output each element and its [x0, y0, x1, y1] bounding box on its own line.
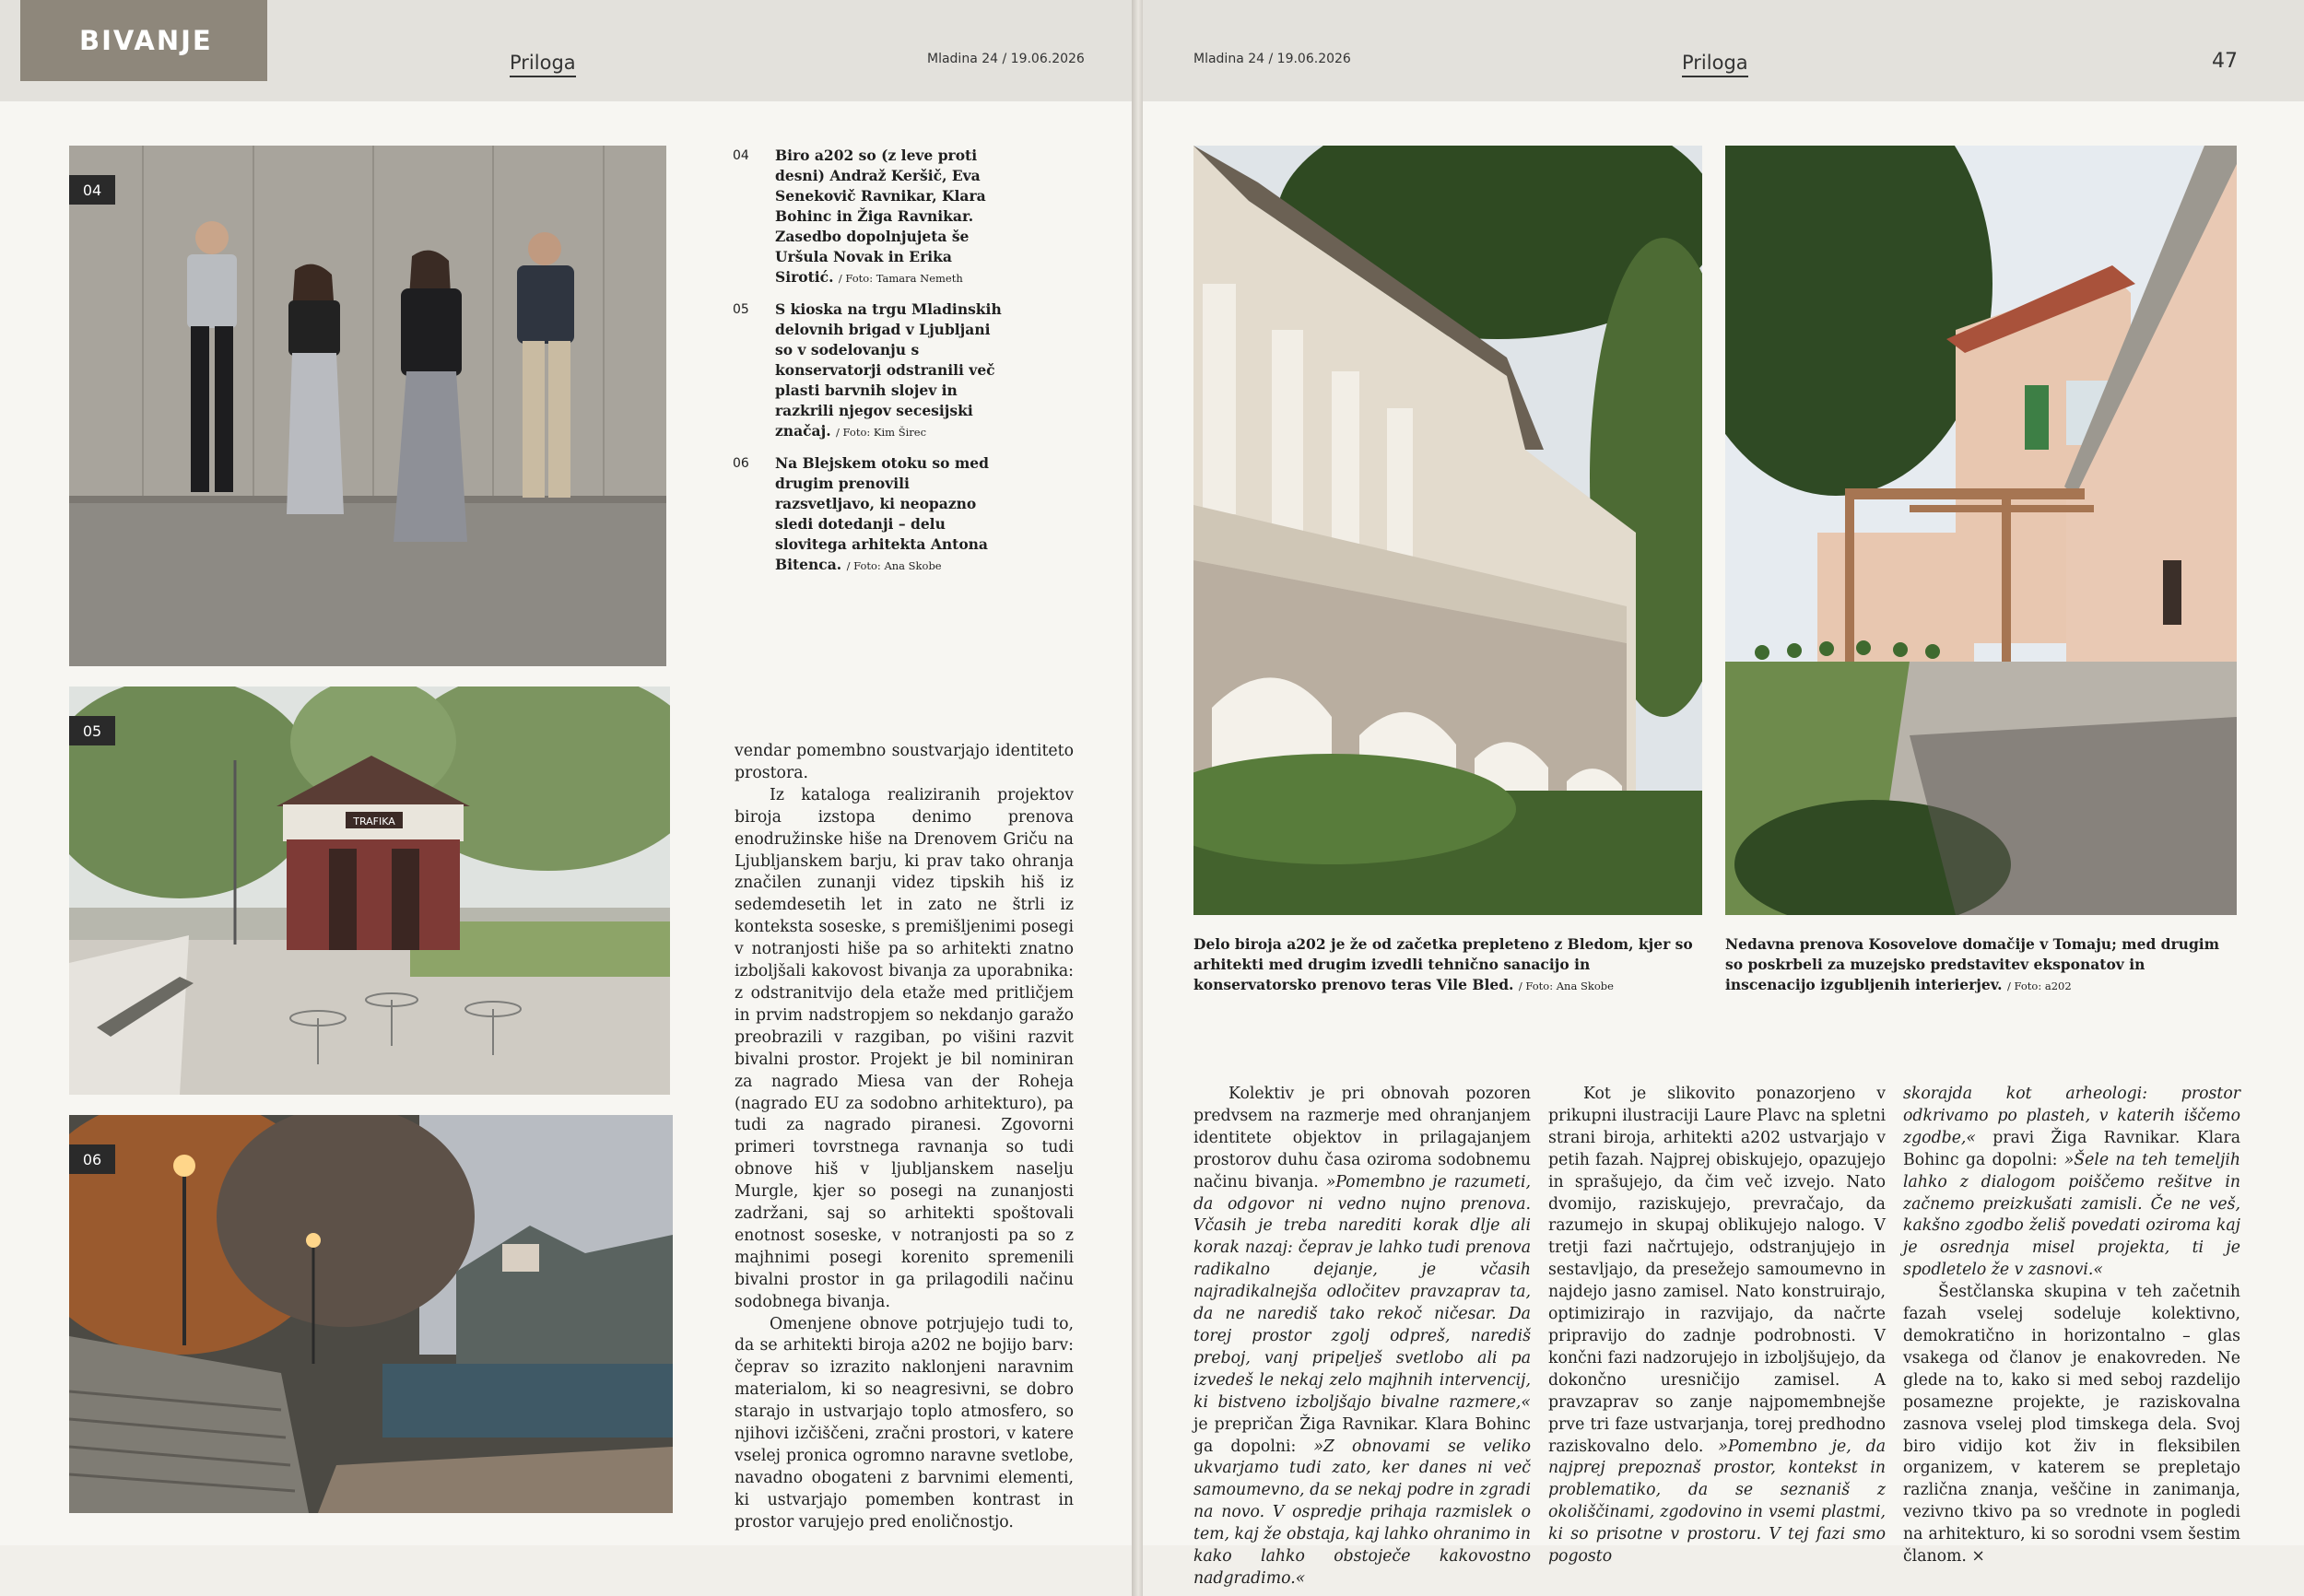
supplement-label-left: Priloga	[510, 52, 576, 77]
quote-text: »Pomembno je razumeti, da odgovor ni vedno nujno prenova. Včasih je treba narediti korak dlje ali korak nazaj: čeprav je lahko tudi prenova radikalno dejanje, je včasih najradikalnejša odločitev pravzaprav ta, da ne narediš tako rekoč ničesar. Da torej prostor zgolj odpreš, narediš preboj, vanj pripelješ svetlobo ali pa izvedeš le nekaj zelo majhnih intervencij, ki bistveno izboljšajo bivalne razmere,«	[1193, 1172, 1531, 1412]
left-page	[0, 0, 1135, 1596]
caption-num: 05	[733, 302, 749, 317]
body-paragraph: vendar pomembno soustvarjajo identiteto prostora.	[735, 742, 1074, 782]
photo-credit: / Foto: Ana Skobe	[846, 559, 942, 572]
right-body-column-1	[1193, 1084, 1531, 1590]
caption-text: Delo biroja a202 je že od začetka prepleteno z Bledom, kjer so arhitekti med drugim izvedli tehnično sanacijo in konservatorsko prenovo teras Vile Bled.	[1193, 935, 1693, 993]
photo-kosovel-house	[1725, 146, 2237, 915]
right-body-column-3	[1903, 1084, 2240, 1568]
body-paragraph: Šestčlanska skupina v teh začetnih fazah vselej sodeluje kolektivno, demokratično in horizontalno – glas vsakega od članov je enakovreden. Ne glede na to, kako si med seboj razdelijo posamezne projekte, je raziskovalna zasnova vselej plod timskega dela. Svoj biro vidijo kot živ in fleksibilen organizem, v katerem se prepletajo različna znanja, veščine in zanimanja, vezivno tkivo pa so vrednote in pogledi na arhitekturo, ki so sorodni vsem šestim članom. ×	[1903, 1283, 2240, 1567]
quote-text: »Z obnovami se veliko ukvarjamo tudi zato, ker danes ni več samoumevno, da se nekaj podre in zgradi na novo. V ospredje prihaja razmislek o tem, kaj že obstaja, kaj lahko ohranimo in kako lahko obstoječe kakovostno nadgradimo.«	[1193, 1437, 1531, 1588]
photo-tag-06: 06	[69, 1144, 115, 1174]
right-body-column-2	[1548, 1084, 1886, 1568]
left-body-column	[735, 741, 1074, 1534]
body-text: Kolektiv je pri obnovah pozoren predvsem na razmerje med ohranjanjem identitete objektov in prilagajanjem prostorov duhu časa oziroma sodobnemu načinu bivanja.	[1193, 1085, 1531, 1191]
lake-path-photo	[69, 1115, 673, 1513]
body-text: pravi Žiga Ravnikar. Klara Bohinc ga dopolni:	[1903, 1128, 2240, 1169]
photo-05	[69, 687, 670, 1095]
body-paragraph: Omenjene obnove potrjujejo tudi to, da se arhitekti biroja a202 ne bojijo barv: čeprav so izrazito naklonjeni naravnim materialom, ki so neagresivni, se dobro starajo in ustvarjajo toplo atmosfero, so njihovi izčiščeni, zračni prostori, v katere vselej pronica ogromno naravne svetlobe, navadno obogateni z barvnimi elementi, ki ustvarjajo pomemben kontrast in prostor varujejo pred enoličnostjo.	[735, 1314, 1074, 1531]
photo-caption-list	[733, 146, 1009, 587]
kiosk-square-photo	[69, 687, 670, 1095]
caption-num: 06	[733, 456, 749, 471]
issue-label-left: Mladina 24 / 19.06.2026	[927, 52, 1085, 66]
section-tag: BIVANJE	[20, 0, 267, 81]
body-text: je prepričan Žiga Ravnikar. Klara Bohinc ga dopolni:	[1193, 1414, 1531, 1456]
photo-credit: / Foto: a202	[2006, 980, 2072, 992]
body-text: Kot je slikovito ponazorjeno v prikupni ilustraciji Laure Plavc na spletni strani biroja, arhitekti a202 ustvarjajo v petih fazah. Najprej obiskujejo, opazujejo in sprašujejo, da čim več izvejo. Nato dvomijo, raziskujejo, prevračajo, da razumejo in skupaj oblikujejo nalogo. V tretji fazi načrtujejo, odstranjujejo in sestavljajo, da presežejo samoumevno in najdejo jasno zamisel. Nato konstruirajo, optimizirajo in razvijajo, da načrte pripravijo do zadnje podrobnosti. V končni fazi nadzorujejo in izboljšujejo, da dokončno uresničijo zamisel. A pravzaprav so zanje najpomembnejše prve tri faze ustvarjanja, torej predhodno raziskovalno delo.	[1548, 1085, 1886, 1456]
photo-credit: / Foto: Tamara Nemeth	[838, 272, 963, 285]
photo-credit: / Foto: Kim Širec	[836, 426, 927, 439]
caption-06	[733, 453, 1009, 576]
right-page	[1143, 0, 2304, 1596]
photo-villa-bled	[1193, 146, 1702, 915]
caption-villa-bled	[1193, 934, 1702, 996]
kiosk-sign: TRAFIKA	[353, 816, 395, 827]
caption-05	[733, 299, 1009, 442]
supplement-label-right: Priloga	[1682, 52, 1748, 77]
photo-04	[69, 146, 666, 666]
quote-text: »Pomembno je, da najprej prepoznaš prostor, kontekst in problematiko, da se seznaniš z okoliščinami, zgodovino in vsemi plastmi, ki so prisotne v prostoru. V tej fazi smo pogosto	[1548, 1437, 1886, 1567]
group-portrait-photo	[69, 146, 666, 666]
caption-text: S kioska na trgu Mladinskih delovnih brigad v Ljubljani so v sodelovanju s konservatorji odstranili več plasti barvnih slojev in razkrili njegov secesijski značaj.	[775, 300, 1002, 440]
quote-text: skorajda kot arheologi: prostor odkrivamo po plasteh, v katerih iščemo zgodbe,«	[1903, 1085, 2240, 1147]
issue-label-right: Mladina 24 / 19.06.2026	[1193, 52, 1351, 66]
caption-04	[733, 146, 1009, 288]
caption-num: 04	[733, 148, 749, 163]
photo-06	[69, 1115, 673, 1513]
right-header-band	[1143, 0, 2304, 101]
body-paragraph: Iz kataloga realiziranih projektov biroja izstopa denimo prenova enodružinske hiše na Drenovem Griču na Ljubljanskem barju, ki prav tako ohranja značilen zunanji videz tipskih hiš iz sedemdesetih let in zato ne štrli iz konteksta soseske, s premišljenimi posegi v notranjosti hiše pa so arhitekti znatno izboljšali kakovost bivanja za uporabnika: z odstranitvijo dela etaže med pritličjem in prvim nadstropjem so nekdanjo garažo preobrazili v razgiban, po višini razvit bivalni prostor. Projekt je bil nominiran za nagrado Miesa van der Roheja (nagrado EU za sodobno arhitekturo), pa tudi za nagrado piranesi. Zgovorni primeri tovrstnega ravnanja so tudi obnove hiš v ljubljanskem naselju Murgle, kjer so posegi na zunanjosti zadržani, saj so arhitekti spoštovali enotnost soseske, v notranjosti pa so z majhnimi posegi korenito spremenili bivalni prostor in ga prilagodili načinu sodobnega bivanja.	[735, 785, 1074, 1311]
caption-text: Biro a202 so (z leve proti desni) Andraž Keršič, Eva Senekovič Ravnikar, Klara Bohinc in Žiga Ravnikar. Zasedbo dopolnjujeta še Uršula Novak in Erika Sirotić.	[775, 147, 986, 286]
photo-tag-04: 04	[69, 175, 115, 205]
photo-credit: / Foto: Ana Skobe	[1518, 980, 1614, 992]
caption-text: Na Blejskem otoku so med drugim prenovili razsvetljavo, ki neopazno sledi dotedanji – delu slovitega arhitekta Antona Bitenca.	[775, 454, 989, 573]
villa-bled-photo	[1193, 146, 1702, 915]
kosovel-house-photo	[1725, 146, 2237, 915]
caption-kosovel-house	[1725, 934, 2237, 996]
page-number: 47	[2212, 50, 2238, 73]
quote-text: »Šele na teh temeljih lahko z dialogom poiščemo rešitve in začnemo preizkušati zamisli. Če ne veš, kakšno zgodbo želiš povedati oziroma kaj je osrednja misel projekta, ti je spodletelo že v zasnovi.«	[1903, 1150, 2241, 1280]
caption-text: Nedavna prenova Kosovelove domačije v Tomaju; med drugim so poskrbeli za muzejsko predstavitev eksponatov in inscenacijo izgubljenih interierjev.	[1725, 935, 2220, 993]
photo-tag-05: 05	[69, 716, 115, 745]
